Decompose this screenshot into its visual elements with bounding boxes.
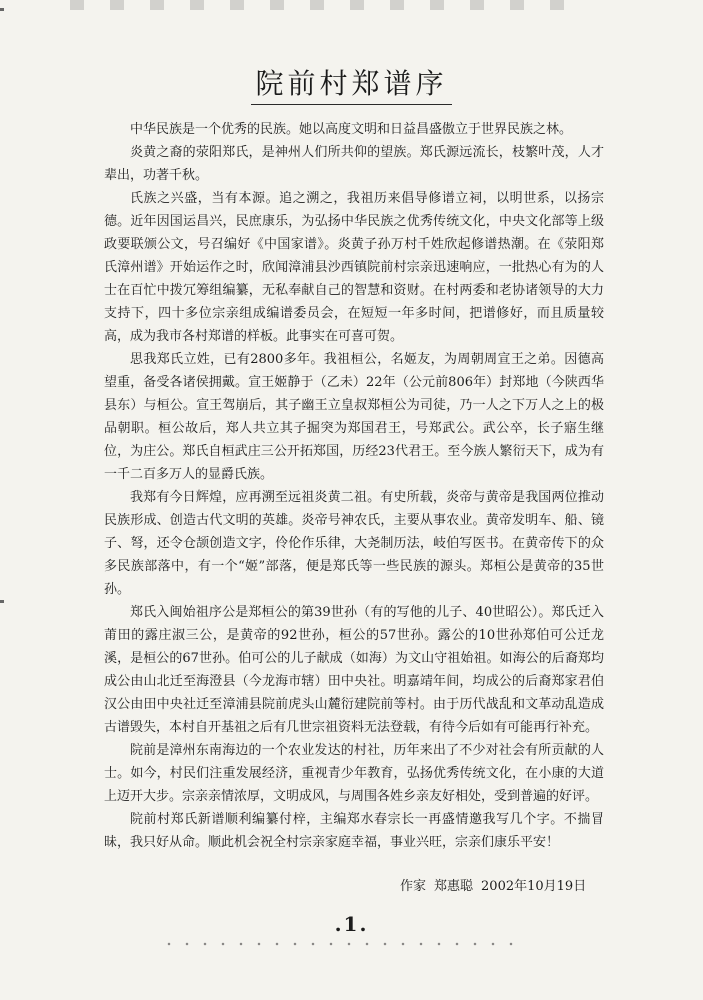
paragraph-3: 氏族之兴盛，当有本源。追之溯之，我祖历来倡导修谱立祠，以明世系，以扬宗德。近年因国运昌兴，民庶康乐，为弘扬中华民族之优秀传统文化，中央文化部等上级政要联颁公文，号召编好《中国家谱》。炎黄子孙万村千姓欣起修谱热潮。在《荥阳郑氏漳州谱》开始运作之时，欣闻漳浦县沙西镇院前村宗亲迅速响应，一批热心有为的人士在百忙中拨冗筹组编纂，无私奉献自己的智慧和资财。在村两委和老协诸领导的大力支持下，四十多位宗亲组成编谱委员会，在短短一年多时间，把谱修好，而且质量较高，成为我市各村郑谱的样板。此事实在可喜可贺。 <box>104 191 604 344</box>
paragraph-8: 院前村郑氏新谱顺利编纂付梓，主编郑水春宗长一再盛情邀我写几个字。不揣冒昧，我只好从命。顺此机会祝全村宗亲家庭幸福，事业兴旺，宗亲们康乐平安！ <box>104 812 604 850</box>
document-title: 院前村郑谱序 <box>251 62 451 105</box>
document-body <box>104 118 604 854</box>
scan-edge-mark <box>0 8 4 11</box>
paragraph-2: 炎黄之裔的荥阳郑氏，是神州人们所共仰的望族。郑氏源远流长，枝繁叶茂，人才辈出，功著千秋。 <box>104 145 604 183</box>
page-number: .1. <box>334 912 369 936</box>
paragraph-5: 我郑有今日辉煌，应再溯至远祖炎黄二祖。有史所载，炎帝与黄帝是我国两位推动民族形成、创造古代文明的英雄。炎帝号神农氏，主要从事农业。黄帝发明车、船、镜子、弩，还令仓颉创造文字，伶伦作乐律，大尧制历法，岐伯写医书。在黄帝传下的众多民族部落中，有一个“姬”部落，便是郑氏等一些民族的源头。郑桓公是黄帝的35世孙。 <box>104 490 604 597</box>
scan-artifact <box>70 0 590 10</box>
author-name: 郑惠聪 <box>434 879 474 894</box>
signature-date: 2002年10月19日 <box>481 879 587 894</box>
paragraph-4: 思我郑氏立姓，已有2800多年。我祖桓公，名姬友，为周朝周宣王之弟。因德高望重，备受各诸侯拥戴。宣王姬静于（乙未）22年（公元前806年）封郑地（今陕西华县东）与桓公。宣王驾崩后，其子幽王立皇叔郑桓公为司徒，乃一人之下万人之上的极品朝职。桓公故后，郑人共立其子掘突为郑国君王，号郑武公。武公卒，长子寤生继位，为庄公。郑氏自桓武庄三公开拓郑国，历经23代君王。至今族人繁衍天下，成为有一千二百多万人的显爵氏族。 <box>104 352 604 482</box>
author-role: 作家 <box>400 879 427 894</box>
paragraph-7: 院前是漳州东南海边的一个农业发达的村社，历年来出了不少对社会有所贡献的人士。如今，村民们注重发展经济，重视青少年教育，弘扬优秀传统文化，在小康的大道上迈开大步。宗亲亲情浓厚，文明成风，与周围各姓乡亲友好相处，受到普遍的好评。 <box>104 743 604 804</box>
signature-line <box>400 875 650 894</box>
title-container <box>0 62 703 105</box>
paragraph-1: 中华民族是一个优秀的民族。她以高度文明和日益昌盛傲立于世界民族之林。 <box>130 122 573 137</box>
paragraph-6: 郑氏入闽始祖序公是郑桓公的第39世孙（有的写他的儿子、40世昭公）。郑氏迁入莆田的露庄淑三公，是黄帝的92世孙，桓公的57世孙。露公的10世孙郑伯可公迁龙溪，是桓公的67世孙。伯可公的儿子献成（如海）为文山守祖始祖。如海公的后裔郑均成公由山北迁至海澄县（今龙海市辖）田中央社。明嘉靖年间，均成公的后裔郑家君伯汉公由田中央社迁至漳浦县院前虎头山麓衍建院前等村。由于历代战乱和文革动乱造成古谱毁失，本村自开基祖之后有几世宗祖资料无法登载，有待今后如有可能再行补充。 <box>104 605 604 735</box>
scan-dots <box>160 942 520 946</box>
scan-edge-mark <box>0 600 4 603</box>
